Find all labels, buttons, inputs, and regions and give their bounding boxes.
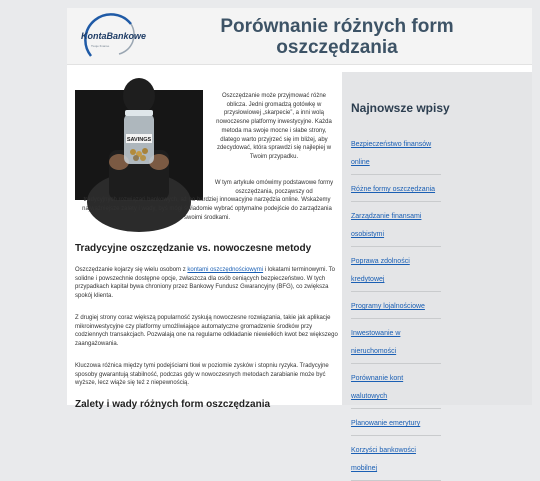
list-item bbox=[351, 292, 441, 319]
post-link[interactable]: Porównanie kont walutowych bbox=[351, 375, 404, 400]
section-paragraph: Oszczędzanie kojarzy się wielu osobom z kontami oszczędnościowymi i lokatami terminowymi. To solidne i powszechnie dostępne opcje, zwłaszcza dla osób ceniących bezpieczeństwo. W tych przypadkach kapitał bywa chroniony przez Bankowy Fundusz Gwarancyjny (BFG), co zwiększa spokój klienta. bbox=[75, 267, 336, 300]
logo-tagline: Twoje finanse bbox=[91, 44, 110, 48]
list-item bbox=[351, 202, 441, 247]
post-link[interactable]: Poprawa zdolności kredytowej bbox=[351, 258, 410, 283]
sidebar bbox=[342, 72, 532, 472]
intro-paragraph-2 bbox=[75, 179, 339, 223]
post-link[interactable]: Korzyści bankowości mobilnej bbox=[351, 447, 416, 472]
list-item bbox=[351, 247, 441, 292]
sidebar-heading: Najnowsze wpisy bbox=[351, 101, 450, 115]
list-item bbox=[351, 436, 441, 481]
site-logo[interactable] bbox=[75, 16, 147, 58]
page bbox=[67, 8, 532, 472]
list-item bbox=[351, 130, 441, 175]
section-heading: Zalety i wady różnych form oszczędzania bbox=[75, 399, 271, 410]
section-heading: Tradycyjne oszczędzanie vs. nowoczesne metody bbox=[75, 243, 312, 254]
section-paragraph: Z drugiej strony coraz większą popularność zyskują nowoczesne rozwiązania, takie jak aplikacje mikroinwestycyjne czy platformy umożliwiające automatyczne gromadzenie środków przy codziennych transakcjach. Pozwalają one na regularne odkładanie niewielkich kwot bez większego zaangażowania. bbox=[75, 315, 338, 348]
intro-paragraph-2-lead: W tym artykule omówimy podstawowe formy oszczędzania, począwszy od bbox=[214, 180, 334, 195]
logo-wordmark: KontaBankowe bbox=[81, 31, 147, 41]
post-link[interactable]: Planowanie emerytury bbox=[351, 420, 421, 427]
post-link[interactable]: Bezpieczeństwo finansów online bbox=[351, 141, 432, 166]
post-link[interactable]: Zarządzanie finansami osobistymi bbox=[351, 213, 422, 238]
logo-icon bbox=[75, 16, 147, 58]
post-link[interactable]: Inwestowanie w nieruchomości bbox=[351, 330, 401, 355]
section-paragraph: Kluczowa różnica między tymi podejściami tkwi w poziomie zysków i stopniu ryzyka. Tradycyjne sposoby gwarantują stabilność, podczas gdy w nowoczesnych metodach zarabianie może być wyższe, lecz wiąże się też z niepewnością. bbox=[75, 363, 329, 387]
site-header bbox=[67, 8, 532, 65]
recent-posts-list bbox=[351, 130, 441, 481]
list-item bbox=[351, 364, 441, 409]
intro-paragraph: Oszczędzanie może przyjmować różne oblicza. Jedni gromadzą gotówkę w przysłowiowej „skarpecie”, a inni wolą nowoczesne platformy inwestycyjne. Każda metoda ma swoje mocne i słabe strony, dlatego warto przyjrzeć się im bliżej, aby zdecydować, która sprawdzi się najlepiej w Twoim przypadku. bbox=[216, 93, 332, 160]
list-item bbox=[351, 175, 441, 202]
intro-paragraph-2-rest: tradycyjnych rozwiązań bankowych, aż po bardziej innowacyjne narzędzia online. Wskażemy najważniejsze zalety i wady, byś mógł świadomie wybrać optymalne podejście do zarządzania swoimi środkami. bbox=[82, 197, 332, 221]
list-item bbox=[351, 319, 441, 364]
post-link[interactable]: Różne formy oszczędzania bbox=[351, 186, 436, 193]
savings-accounts-link[interactable]: kontami oszczędnościowymi bbox=[187, 267, 264, 273]
jar-label: SAVINGS bbox=[126, 137, 152, 143]
post-link[interactable]: Programy lojalnościowe bbox=[351, 303, 425, 310]
page-title: Porównanie różnych form oszczędzania bbox=[220, 16, 454, 58]
list-item bbox=[351, 409, 441, 436]
